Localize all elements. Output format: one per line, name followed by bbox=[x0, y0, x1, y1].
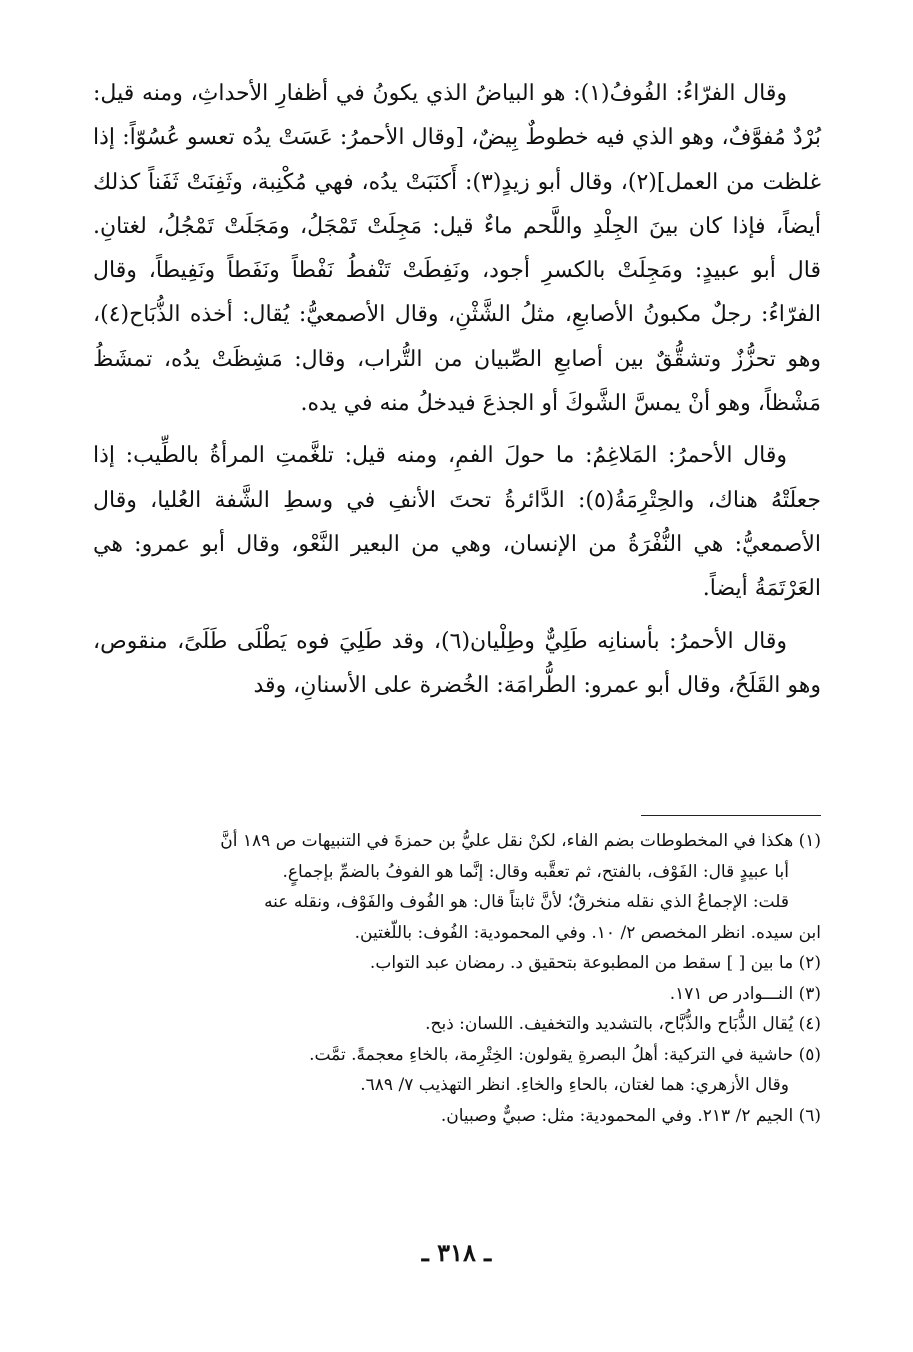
footnote-6: (٦) الجيم ٢/ ٢١٣. وفي المحمودية: مثل: صبيٌّ وصبيان. bbox=[440, 1105, 821, 1126]
footnotes bbox=[93, 826, 821, 1131]
footnote-3: (٣) النـــوادر ص ١٧١. bbox=[669, 983, 821, 1004]
footnote-1-remark-continuation: ابن سيده. انظر المخصص ٢/ ١٠. وفي المحمودية: الفُوف: باللّغتين. bbox=[354, 922, 821, 943]
paragraph-1: وقال الفرّاءُ: الفُوفُ(١): هو البياضُ الذي يكونُ في أظفارِ الأحداثِ، ومنه قيل: بُرْدٌ مُفوَّفٌ، وهو الذي فيه خطوطٌ بِيضٌ، [وقال الأحمرُ: عَسَتْ يدُه تعسو عُسُوّاً: إذا غلظت من العمل](٢)، وقال أبو زيدٍ(٣): أَكنَبَتْ يدُه، فهي مُكْنِبة، وثَفِنَتْ ثَفَناً كذلك أيضاً، فإذا كان بينَ الجِلْدِ واللَّحم ماءٌ قيل: مَجِلَتْ تَمْجَلُ، ومَجَلَتْ تَمْجُلُ، لغتانِ. قال أبو عبيدٍ: ومَجِلَتْ بالكسرِ أجود، ونَفِطَتْ تَنْفطُ نَفْطاً ونَفَطاً ونَفِيطاً، وقال الفرّاءُ: رجلٌ مكبونُ الأصابعِ، مثلُ الشَّثْنِ، وقال الأصمعيُّ: يُقال: أخذه الذُّبَاح(٤)، وهو تحزُّزٌ وتشقُّقٌ بين أصابعِ الصِّبيان من التُّراب، وقال: مَشِظَتْ يدُه، تمشَظُ مَشْظاً، وهو أنْ يمسَّ الشَّوكَ أو الجذعَ فيدخلُ منه في يده. bbox=[93, 81, 821, 417]
paragraph-2: وقال الأحمرُ: المَلاغِمُ: ما حولَ الفمِ، ومنه قيل: تلغَّمتِ المرأةُ بالطِّيب: إذا جعلَتْهُ هناك، والحِتْرِمَةُ(٥): الدَّائرةُ تحتَ الأنفِ في وسطِ الشَّفة العُليا، وقال الأصمعيُّ: هي النُّفْرَةُ من الإنسان، وهي من البعير النَّعْو، وقال أبو عمرو: هي العَرْتَمَةُ أيضاً. bbox=[93, 443, 821, 602]
footnote-separator bbox=[641, 815, 821, 816]
page-number: ـ ٣١٨ ـ bbox=[421, 1238, 492, 1267]
footnote-5: (٥) حاشية في التركية: أهلُ البصرةِ يقولون: الخِتْرِمة، بالخاءِ معجمةً. تمَّت. bbox=[309, 1044, 821, 1065]
footnote-5-continuation: وقال الأزهري: هما لغتان، بالحاءِ والخاءِ. انظر التهذيب ٧/ ٦٨٩. bbox=[360, 1075, 789, 1095]
footnote-1-continuation: أبا عبيدٍ قال: الفَوْف، بالفتح، ثم تعقَّبه وقال: إنَّما هو الفوفُ بالضمِّ بإجماعٍ. bbox=[282, 861, 789, 882]
footnote-1-remark: قلت: الإجماعُ الذي نقله منخرقٌ؛ لأنَّ ثابتاً قال: هو الفُوف والفَوْف، ونقله عنه bbox=[264, 892, 789, 912]
main-text bbox=[93, 72, 821, 708]
paragraph-3: وقال الأحمرُ: بأسنانِه طَلِيٌّ وطِلْيان(٦)، وقد طَلِيَ فوه يَطْلَى طَلَىً، منقوص، وهو القَلَحُ، وقال أبو عمرو: الطُّرامَة: الخُضرة على الأسنانِ، وقد bbox=[93, 628, 821, 698]
footnote-4: (٤) يُقال الذُّبَاح والذُّبَّاح، بالتشديد والتخفيف. اللسان: ذبح. bbox=[425, 1014, 821, 1034]
footnote-1: (١) هكذا في المخطوطات بضم الفاء، لكنْ نقل عليُّ بن حمزةَ في التنبيهات ص ١٨٩ أنَّ bbox=[220, 831, 821, 851]
footnote-2: (٢) ما بين [ ] سقط من المطبوعة بتحقيق د. رمضان عبد التواب. bbox=[369, 953, 821, 973]
